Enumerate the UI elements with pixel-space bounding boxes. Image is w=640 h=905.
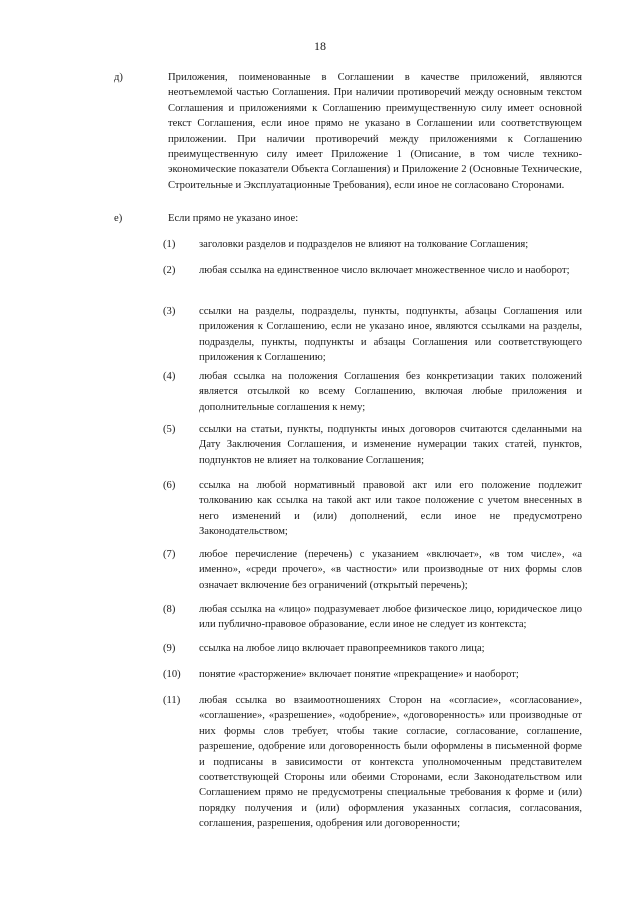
list-item-number: (6) bbox=[163, 480, 176, 491]
list-item-number: (1) bbox=[163, 239, 176, 250]
list-item-text: ссылки на статьи, пункты, подпункты иных договоров считаются сделанными на Дату Заключения Соглашения, и изменение нумерации таких статей, пунктов, подпунктов не влияет на толкование Соглашения; bbox=[199, 424, 582, 466]
list-item-text: понятие «расторжение» включает понятие «прекращение» и наоборот; bbox=[199, 669, 519, 680]
list-item-number: (3) bbox=[163, 306, 176, 317]
list-item-text: ссылка на любой нормативный правовой акт или его положение подлежит толкованию как ссылка на такой акт или такое положение с учетом внесенных в него изменений и (или) дополнений, если иное не предусмотрено Законодательством; bbox=[199, 480, 582, 538]
clause-d-text: Приложения, поименованные в Соглашении в качестве приложений, являются неотъемлемой частью Соглашения. При наличии противоречий между основным текстом Соглашения и приложениями к Соглашению преимущественную силу имеет основной текст Соглашения, если иное прямо не указано в Соглашении или соответствующем приложении. При наличии противоречий между приложениями к Соглашению преимущественную силу имеет Приложение 1 (Описание, в том числе технико-экономические показатели Объекта Соглашения) и Приложение 2 (Основные Технические, Строительные и Эксплуатационные Требования), если иное не согласовано Сторонами. bbox=[168, 72, 582, 191]
list-item-text: любое перечисление (перечень) с указанием «включает», «в том числе», «а именно», «среди прочего», «в частности» или производные от них формы слов означает включение без ограничений (открытый перечень); bbox=[199, 549, 582, 591]
list-item-number: (8) bbox=[163, 604, 176, 615]
list-item-text: заголовки разделов и подразделов не влияют на толкование Соглашения; bbox=[199, 239, 529, 250]
list-item-text: ссылка на любое лицо включает правопреемников такого лица; bbox=[199, 643, 485, 654]
list-item-number: (5) bbox=[163, 424, 176, 435]
list-item-text: любая ссылка на единственное число включает множественное число и наоборот; bbox=[199, 265, 570, 276]
list-item-number: (11) bbox=[163, 695, 181, 706]
list-item-number: (2) bbox=[163, 265, 176, 276]
list-item-number: (10) bbox=[163, 669, 181, 680]
list-item-text: любая ссылка на положения Соглашения без конкретизации таких положений является отсылкой ко всему Соглашению, включая любые приложения и дополнительные соглашения к нему; bbox=[199, 371, 582, 413]
clause-e-text: Если прямо не указано иное: bbox=[168, 213, 299, 224]
list-item-number: (4) bbox=[163, 371, 176, 382]
page-number: 18 bbox=[314, 39, 326, 53]
clause-e-label: е) bbox=[114, 213, 123, 224]
list-item-text: любая ссылка на «лицо» подразумевает любое физическое лицо, юридическое лицо или публично-правовое образование, если иное не следует из контекста; bbox=[199, 604, 582, 631]
list-item-text: ссылки на разделы, подразделы, пункты, подпункты, абзацы Соглашения или приложения к Соглашению, если не указано иное, являются ссылками на разделы, подразделы, пункты, подпункты и абзацы Соглашения или соответствующего приложения к Соглашению; bbox=[199, 306, 582, 364]
list-item-text: любая ссылка во взаимоотношениях Сторон на «согласие», «согласование», «соглашение», «разрешение», «одобрение», «договоренность» или производные от них формы слов требует, чтобы такие согласие, согласование, соглашение, разрешение, одобрение или договоренность были оформлены в письменной форме и подписаны в зависимости от контекста уполномоченным представителем соответствующей Стороны или обеими Сторонами, если Законодательством или Соглашением прямо не предусмотрены специальные требования к форме и (или) порядку получения и (или) оформления указанных согласия, согласования, соглашения, разрешения, одобрения или договоренности; bbox=[199, 695, 582, 830]
list-item-number: (7) bbox=[163, 549, 176, 560]
clause-d-label: д) bbox=[114, 72, 123, 83]
list-item-number: (9) bbox=[163, 643, 176, 654]
